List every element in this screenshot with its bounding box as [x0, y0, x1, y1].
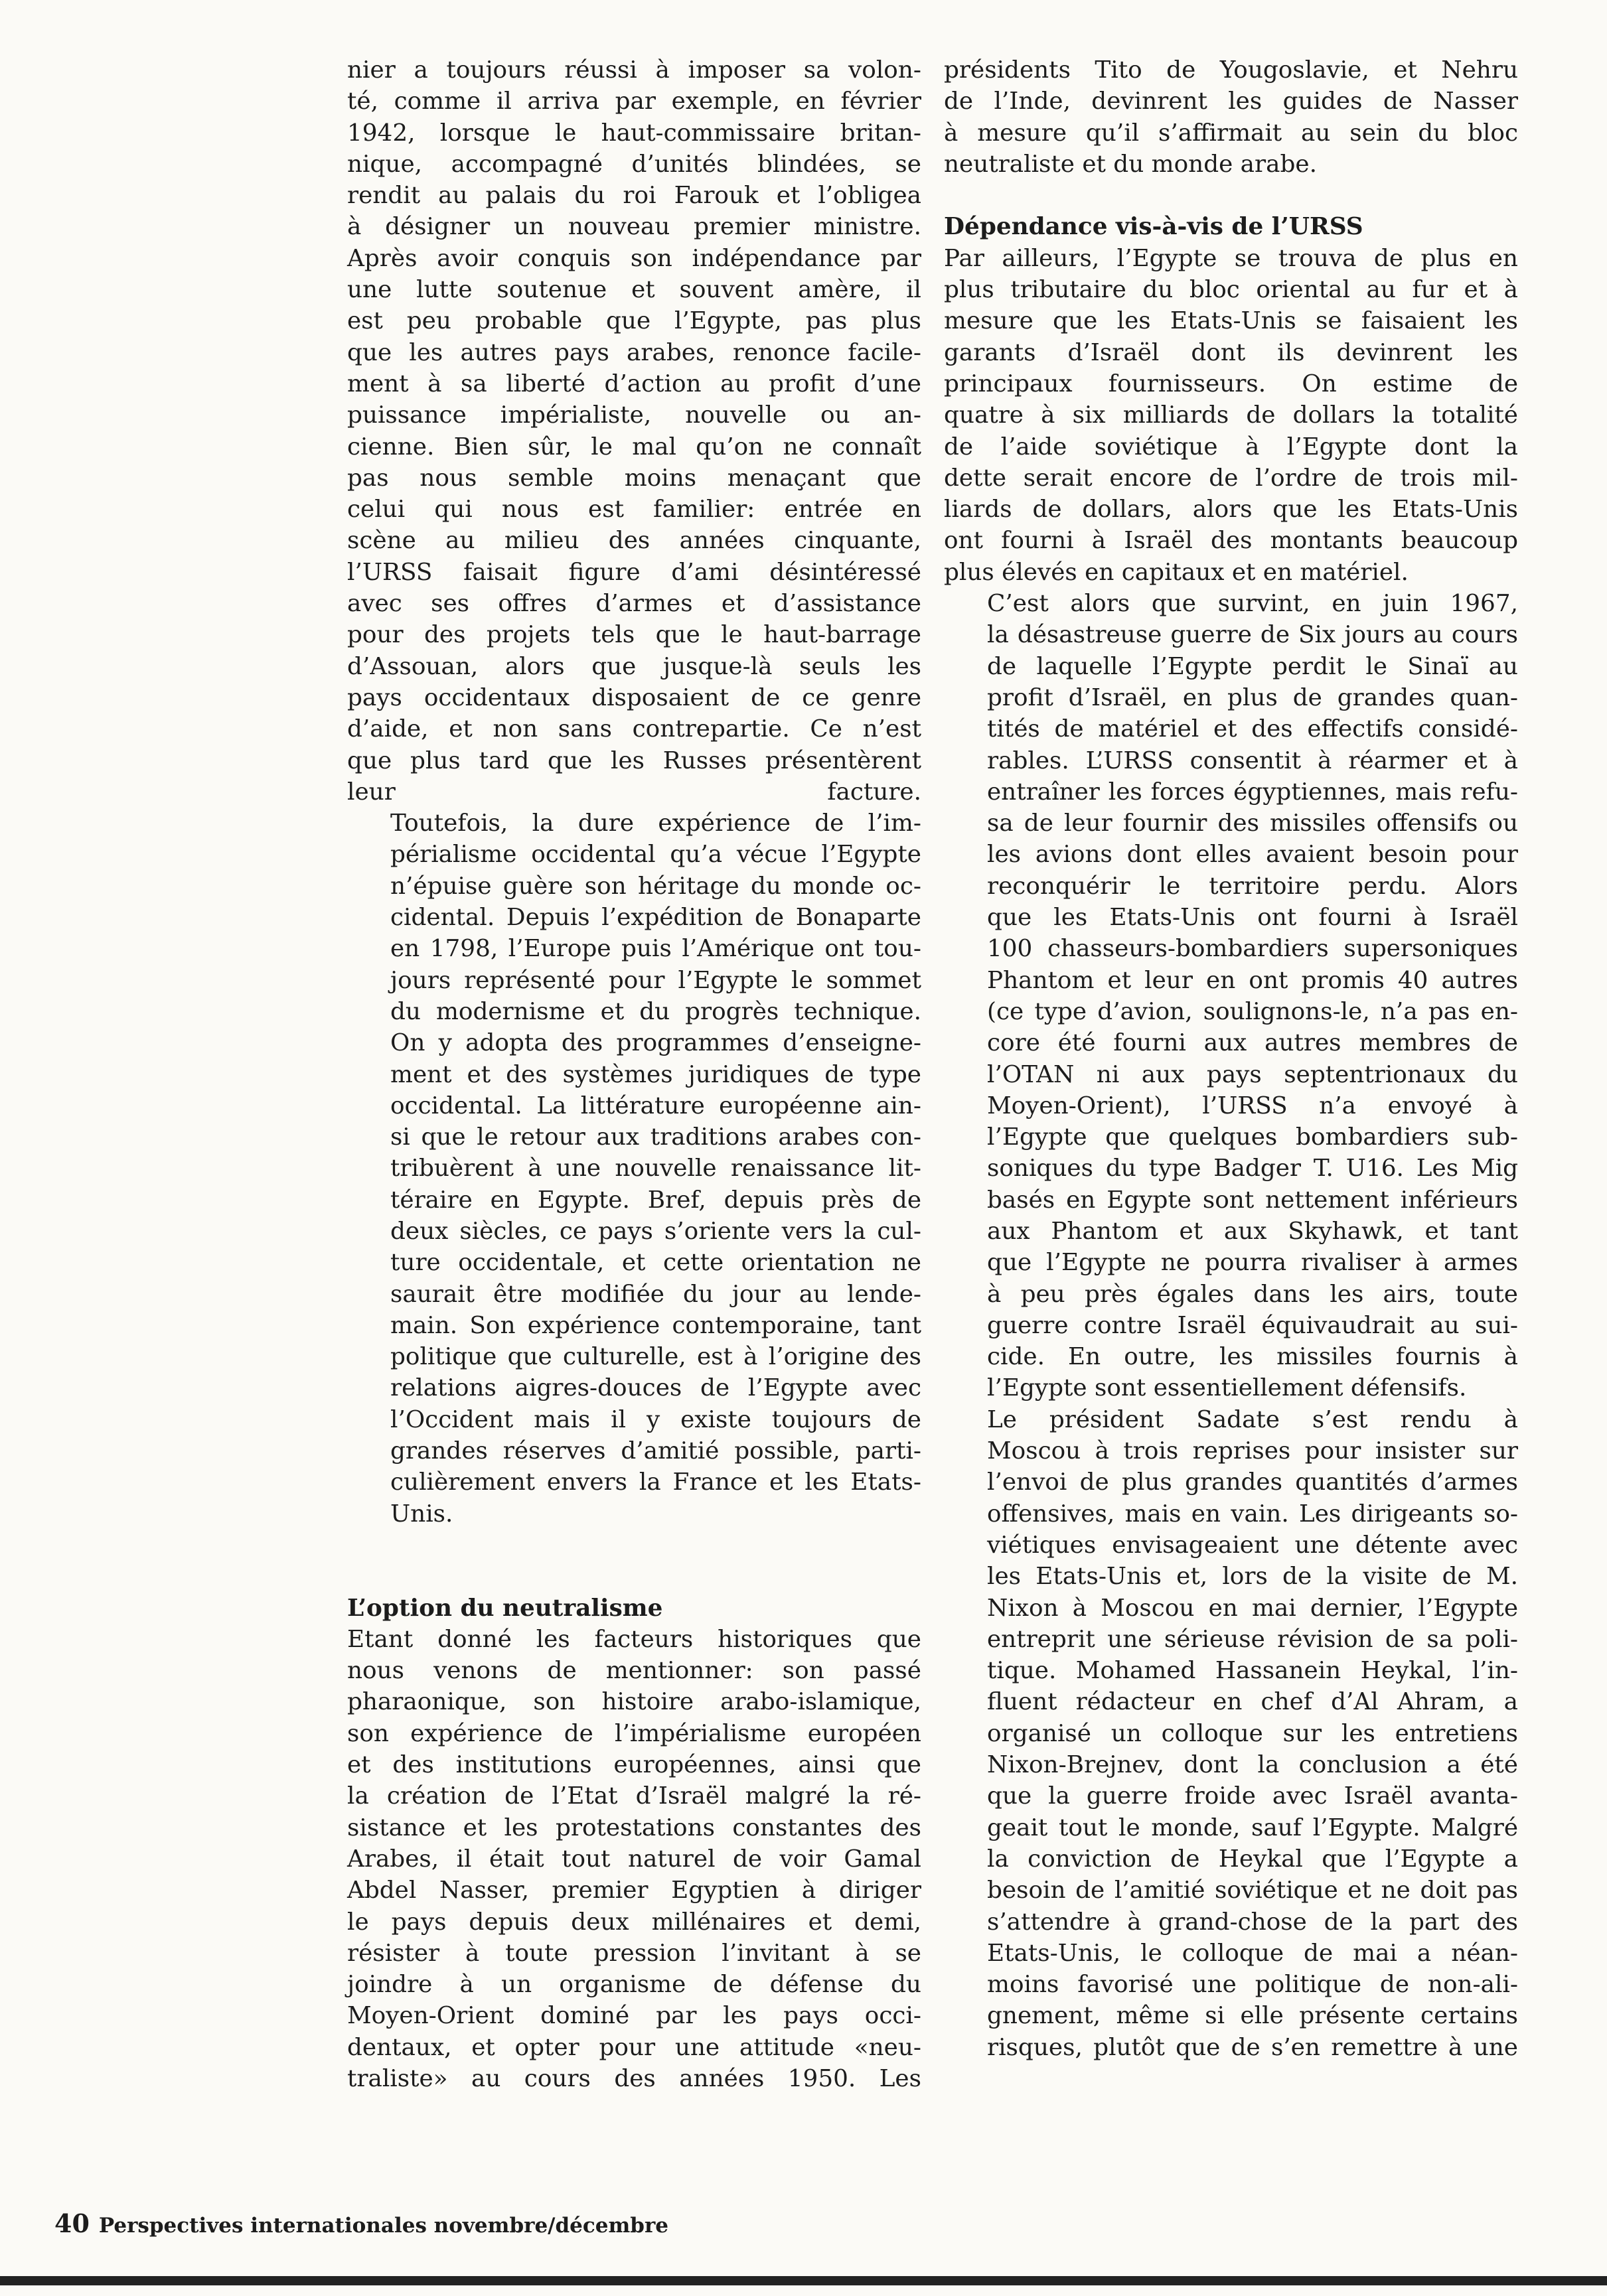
text-line: quatre à six milliards de dollars la totalité: [944, 401, 1518, 429]
text-line: main. Son expérience contemporaine, tant: [390, 1311, 921, 1339]
text-line: de l’Inde, devinrent les guides de Nasser: [944, 88, 1518, 115]
text-line: 100 chasseurs-bombardiers supersoniques: [987, 935, 1518, 963]
text-line: périalisme occidental qu’a vécue l’Egypte: [390, 841, 921, 869]
text-line: Moyen-Orient dominé par les pays occi-: [347, 2002, 921, 2030]
text-line: moins favorisé une politique de non-ali-: [987, 1971, 1518, 1999]
text-line: Après avoir conquis son indépendance par: [347, 244, 921, 272]
text-line: que l’Egypte ne pourra rivaliser à armes: [987, 1249, 1518, 1277]
text-line: avec ses offres d’armes et d’assistance: [347, 590, 921, 618]
text-line: plus élevés en capitaux et en matériel.: [944, 558, 1409, 586]
text-line: guerre contre Israël équivaudrait au sui-: [987, 1311, 1518, 1339]
text-line: pour des projets tels que le haut-barrage: [347, 621, 921, 649]
text-line: est peu probable que l’Egypte, pas plus: [347, 307, 921, 335]
text-line: leur facture.: [347, 778, 921, 806]
text-line: Arabes, il était tout naturel de voir Gamal: [347, 1845, 921, 1873]
text-line: basés en Egypte sont nettement inférieurs: [987, 1186, 1518, 1214]
text-line: Nixon à Moscou en mai dernier, l’Egypte: [987, 1594, 1518, 1622]
text-line: entraîner les forces égyptiennes, mais refu-: [987, 778, 1518, 806]
text-line: principaux fournisseurs. On estime de: [944, 370, 1518, 397]
text-line: liards de dollars, alors que les Etats-Unis: [944, 496, 1518, 524]
text-line: d’aide, et non sans contrepartie. Ce n’est: [347, 715, 921, 743]
paragraph: [944, 588, 1518, 1404]
text-line: si que le retour aux traditions arabes con-: [390, 1123, 921, 1151]
text-line: entreprit une sérieuse révision de sa poli-: [987, 1625, 1518, 1653]
text-line: fluent rédacteur en chef d’Al Ahram, a: [987, 1688, 1518, 1716]
text-line: dette serait encore de l’ordre de trois mil-: [944, 464, 1518, 492]
text-line: la création de l’Etat d’Israël malgré la ré-: [347, 1782, 921, 1810]
text-line: gnement, même si elle présente certains: [987, 2002, 1518, 2030]
text-line: une lutte soutenue et souvent amère, il: [347, 276, 921, 304]
text-line: reconquérir le territoire perdu. Alors: [987, 872, 1518, 900]
section-heading: Dépendance vis-à-vis de l’URSS: [944, 212, 1363, 241]
text-line: ment et des systèmes juridiques de type: [390, 1060, 921, 1088]
text-line: s’attendre à grand-chose de la part des: [987, 1908, 1518, 1936]
text-line: n’épuise guère son héritage du monde oc-: [390, 872, 921, 900]
text-line: l’URSS faisait figure d’ami désintéressé: [347, 558, 921, 586]
text-line: besoin de l’amitié soviétique et ne doit pas: [987, 1877, 1518, 1904]
text-line: pharaonique, son histoire arabo-islamique,: [347, 1688, 921, 1716]
text-line: téraire en Egypte. Bref, depuis près de: [390, 1186, 921, 1214]
text-line: l’OTAN ni aux pays septentrionaux du: [987, 1060, 1518, 1088]
text-line: On y adopta des programmes d’enseigne-: [390, 1029, 921, 1057]
text-line: 1942, lorsque le haut-commissaire britan-: [347, 119, 921, 147]
text-line: aux Phantom et aux Skyhawk, et tant: [987, 1217, 1518, 1245]
text-line: ont fourni à Israël des montants beaucoup: [944, 527, 1518, 555]
text-line: pays occidentaux disposaient de ce genre: [347, 683, 921, 711]
section-heading: L’option du neutralisme: [347, 1593, 663, 1622]
text-line: jours représenté pour l’Egypte le sommet: [390, 966, 921, 994]
text-line: résister à toute pression l’invitant à se: [347, 1939, 921, 1967]
text-column-right: [944, 54, 1518, 2063]
publication-title: Perspectives internationales novembre/décembre: [98, 2214, 669, 2238]
text-line: (ce type d’avion, soulignons-le, n’a pas en-: [987, 997, 1518, 1025]
text-line: Toutefois, la dure expérience de l’im-: [390, 810, 921, 837]
text-line: joindre à un organisme de défense du: [347, 1971, 921, 1999]
text-line: cidental. Depuis l’expédition de Bonaparte: [390, 904, 921, 932]
bottom-rule: [0, 2276, 1607, 2285]
text-line: politique que culturelle, est à l’origine des: [390, 1343, 921, 1371]
text-line: l’Egypte que quelques bombardiers sub-: [987, 1123, 1518, 1151]
text-line: occidental. La littérature européenne ain-: [390, 1092, 921, 1119]
text-column-left: [347, 54, 921, 2094]
text-line: ment à sa liberté d’action au profit d’une: [347, 370, 921, 397]
text-line: Moyen-Orient), l’URSS n’a envoyé à: [987, 1092, 1518, 1119]
text-line: le pays depuis deux millénaires et demi,: [347, 1908, 921, 1936]
text-line: Phantom et leur en ont promis 40 autres: [987, 966, 1518, 994]
text-line: celui qui nous est familier: entrée en: [347, 496, 921, 524]
text-line: que la guerre froide avec Israël avanta-: [987, 1782, 1518, 1810]
text-line: Etats-Unis, le colloque de mai a néan-: [987, 1939, 1518, 1967]
text-line: viétiques envisageaient une détente avec: [987, 1531, 1518, 1559]
paragraph: [944, 243, 1518, 588]
paragraph: [944, 54, 1518, 180]
text-line: son expérience de l’impérialisme européen: [347, 1719, 921, 1747]
text-line: relations aigres-douces de l’Egypte avec: [390, 1374, 921, 1402]
text-line: d’Assouan, alors que jusque-là seuls les: [347, 652, 921, 680]
text-line: tribuèrent à une nouvelle renaissance lit-: [390, 1155, 921, 1183]
text-line: présidents Tito de Yougoslavie, et Nehru: [944, 56, 1518, 84]
text-line: Abdel Nasser, premier Egyptien à diriger: [347, 1877, 921, 1904]
text-line: du modernisme et du progrès technique.: [390, 997, 921, 1025]
text-line: nous venons de mentionner: son passé: [347, 1657, 921, 1685]
text-line: l’Occident mais il y existe toujours de: [390, 1405, 921, 1433]
text-line: les Etats-Unis et, lors de la visite de M.: [987, 1563, 1518, 1591]
text-line: grandes réserves d’amitié possible, parti-: [390, 1437, 921, 1465]
text-line: core été fourni aux autres membres de: [987, 1029, 1518, 1057]
paragraph: [944, 1404, 1518, 2063]
text-line: sistance et les protestations constantes des: [347, 1814, 921, 1841]
text-line: que les Etats-Unis ont fourni à Israël: [987, 904, 1518, 932]
text-line: nique, accompagné d’unités blindées, se: [347, 150, 921, 178]
text-line: offensives, mais en vain. Les dirigeants so-: [987, 1500, 1518, 1528]
text-line: tique. Mohamed Hassanein Heykal, l’in-: [987, 1657, 1518, 1685]
text-line: té, comme il arriva par exemple, en février: [347, 88, 921, 115]
text-line: mesure que les Etats-Unis se faisaient les: [944, 307, 1518, 335]
text-line: ture occidentale, et cette orientation ne: [390, 1249, 921, 1277]
text-line: et des institutions européennes, ainsi que: [347, 1751, 921, 1779]
text-line: cide. En outre, les missiles fournis à: [987, 1343, 1518, 1371]
text-line: à peu près égales dans les airs, toute: [987, 1280, 1518, 1308]
text-line: soniques du type Badger T. U16. Les Mig: [987, 1155, 1518, 1183]
text-line: la conviction de Heykal que l’Egypte a: [987, 1845, 1518, 1873]
text-line: Par ailleurs, l’Egypte se trouva de plus en: [944, 244, 1518, 272]
text-line: geait tout le monde, sauf l’Egypte. Malgré: [987, 1814, 1518, 1841]
text-line: Le président Sadate s’est rendu à: [987, 1405, 1518, 1433]
text-line: rendit au palais du roi Farouk et l’obligea: [347, 182, 921, 210]
text-line: nier a toujours réussi à imposer sa volon-: [347, 56, 921, 84]
text-line: puissance impérialiste, nouvelle ou an-: [347, 401, 921, 429]
text-line: cienne. Bien sûr, le mal qu’on ne connaît: [347, 433, 921, 461]
text-line: saurait être modifiée du jour au lende-: [390, 1280, 921, 1308]
text-line: l’Egypte sont essentiellement défensifs.: [987, 1374, 1467, 1402]
text-line: que les autres pays arabes, renonce facile-: [347, 338, 921, 366]
text-line: dentaux, et opter pour une attitude «neu-: [347, 2033, 921, 2061]
text-line: scène au milieu des années cinquante,: [347, 527, 921, 555]
text-line: culièrement envers la France et les Etats-: [390, 1469, 921, 1496]
text-line: l’envoi de plus grandes quantités d’armes: [987, 1469, 1518, 1496]
text-line: organisé un colloque sur les entretiens: [987, 1719, 1518, 1747]
page-number: 40: [54, 2208, 90, 2238]
text-line: de laquelle l’Egypte perdit le Sinaï au: [987, 652, 1518, 680]
text-line: que plus tard que les Russes présentèrent: [347, 747, 921, 774]
text-line: rables. L’URSS consentit à réarmer et à: [987, 747, 1518, 774]
text-line: pas nous semble moins menaçant que: [347, 464, 921, 492]
page-footer: [54, 2208, 668, 2238]
text-line: plus tributaire du bloc oriental au fur et à: [944, 276, 1518, 304]
paragraph: [347, 808, 921, 1530]
text-line: garants d’Israël dont ils devinrent les: [944, 338, 1518, 366]
text-line: profit d’Israël, en plus de grandes quan-: [987, 683, 1518, 711]
paragraph: [347, 1624, 921, 2094]
text-line: neutraliste et du monde arabe.: [944, 150, 1317, 178]
text-line: à mesure qu’il s’affirmait au sein du bloc: [944, 119, 1518, 147]
text-line: Etant donné les facteurs historiques que: [347, 1625, 921, 1653]
text-line: en 1798, l’Europe puis l’Amérique ont tou-: [390, 935, 921, 963]
text-line: Moscou à trois reprises pour insister sur: [987, 1437, 1518, 1465]
text-line: tités de matériel et des effectifs considé-: [987, 715, 1518, 743]
text-line: Unis.: [390, 1500, 453, 1528]
text-line: risques, plutôt que de s’en remettre à une: [987, 2033, 1518, 2061]
text-line: la désastreuse guerre de Six jours au cours: [987, 621, 1518, 649]
text-line: les avions dont elles avaient besoin pour: [987, 841, 1518, 869]
paragraph: [347, 54, 921, 808]
text-line: sa de leur fournir des missiles offensifs ou: [987, 810, 1518, 837]
text-line: à désigner un nouveau premier ministre.: [347, 213, 921, 241]
text-line: deux siècles, ce pays s’oriente vers la cul-: [390, 1217, 921, 1245]
text-line: Nixon-Brejnev, dont la conclusion a été: [987, 1751, 1518, 1779]
text-line: C’est alors que survint, en juin 1967,: [987, 590, 1518, 618]
text-line: traliste» au cours des années 1950. Les: [347, 2065, 921, 2092]
text-line: de l’aide soviétique à l’Egypte dont la: [944, 433, 1518, 461]
